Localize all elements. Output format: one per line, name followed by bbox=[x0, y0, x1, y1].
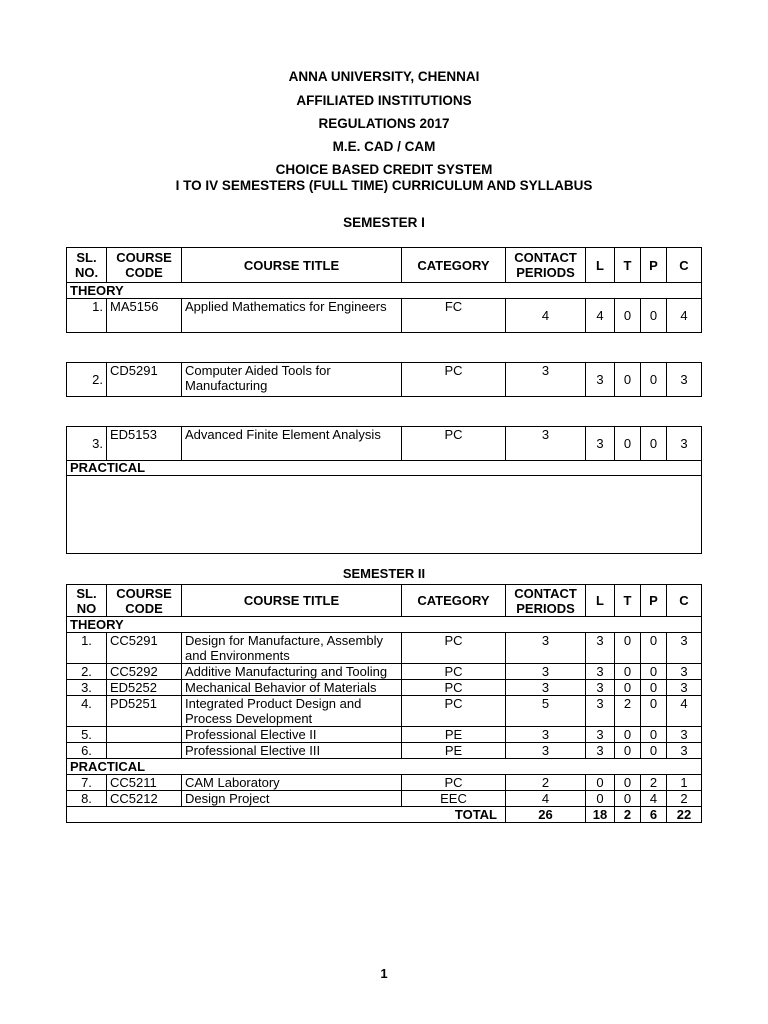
col-p: P bbox=[641, 585, 667, 617]
cell-t: 0 bbox=[615, 427, 641, 461]
cell-t: 0 bbox=[615, 633, 641, 664]
cell-p: 0 bbox=[641, 727, 667, 743]
cell-t: 0 bbox=[615, 299, 641, 333]
page-number: 1 bbox=[380, 966, 388, 981]
cell-p: 0 bbox=[641, 680, 667, 696]
table-row bbox=[67, 633, 702, 664]
table-row bbox=[67, 363, 702, 397]
cell-contact: 4 bbox=[506, 791, 586, 807]
cell-code: CC5292 bbox=[107, 664, 182, 680]
cell-p: 0 bbox=[641, 664, 667, 680]
table-row bbox=[67, 664, 702, 680]
cell-c: 1 bbox=[667, 775, 702, 791]
semester-1-table bbox=[66, 247, 702, 554]
section-row bbox=[67, 759, 702, 775]
cell-contact: 3 bbox=[506, 664, 586, 680]
cell-sl: 7. bbox=[67, 775, 107, 791]
cell-p: 0 bbox=[641, 696, 667, 727]
cell-l: 3 bbox=[586, 363, 615, 397]
col-t: T bbox=[615, 248, 641, 283]
cell-l: 0 bbox=[586, 775, 615, 791]
semester-1-title: SEMESTER I bbox=[343, 215, 425, 230]
col-contact-periods: CONTACT PERIODS bbox=[506, 585, 586, 617]
col-p: P bbox=[641, 248, 667, 283]
cell-t: 0 bbox=[615, 664, 641, 680]
cell-c: 4 bbox=[667, 299, 702, 333]
cell-title: CAM Laboratory bbox=[182, 775, 402, 791]
cell-sl: 4. bbox=[67, 696, 107, 727]
cell-category: PE bbox=[402, 743, 506, 759]
col-t: T bbox=[615, 585, 641, 617]
cell-l: 3 bbox=[586, 696, 615, 727]
cell-sl: 2. bbox=[67, 664, 107, 680]
total-l: 18 bbox=[586, 807, 615, 823]
col-course-title: COURSE TITLE bbox=[182, 585, 402, 617]
cell-code: CC5212 bbox=[107, 791, 182, 807]
col-sl-no: SL. NO. bbox=[67, 248, 107, 283]
cell-title: Design Project bbox=[182, 791, 402, 807]
cell-c: 2 bbox=[667, 791, 702, 807]
cell-code: CC5291 bbox=[107, 633, 182, 664]
cell-l: 3 bbox=[586, 427, 615, 461]
semester-2-table bbox=[66, 584, 702, 823]
cell-code: CC5211 bbox=[107, 775, 182, 791]
cell-c: 3 bbox=[667, 727, 702, 743]
cell-contact: 4 bbox=[506, 299, 586, 333]
cell-code bbox=[107, 727, 182, 743]
cell-p: 0 bbox=[641, 427, 667, 461]
table-row bbox=[67, 775, 702, 791]
cell-category: PC bbox=[402, 680, 506, 696]
cell-sl: 2. bbox=[67, 363, 107, 397]
cell-contact: 2 bbox=[506, 775, 586, 791]
cell-contact: 3 bbox=[506, 633, 586, 664]
cell-code: CD5291 bbox=[107, 363, 182, 397]
cell-category: FC bbox=[402, 299, 506, 333]
semester-2-title: SEMESTER II bbox=[342, 566, 426, 581]
cell-title: Mechanical Behavior of Materials bbox=[182, 680, 402, 696]
total-row bbox=[67, 807, 702, 823]
table-row bbox=[67, 680, 702, 696]
cell-c: 3 bbox=[667, 664, 702, 680]
col-c: C bbox=[667, 585, 702, 617]
cell-title: Integrated Product Design and Process Development bbox=[182, 696, 402, 727]
cell-l: 3 bbox=[586, 633, 615, 664]
regulations-title: REGULATIONS 2017 bbox=[318, 116, 450, 131]
cell-p: 0 bbox=[641, 633, 667, 664]
table-row bbox=[67, 727, 702, 743]
cell-title: Advanced Finite Element Analysis bbox=[182, 427, 402, 461]
cell-l: 3 bbox=[586, 680, 615, 696]
cell-title: Computer Aided Tools for Manufacturing bbox=[182, 363, 402, 397]
cell-c: 3 bbox=[667, 743, 702, 759]
table-row bbox=[67, 696, 702, 727]
cell-code: ED5252 bbox=[107, 680, 182, 696]
cell-l: 3 bbox=[586, 664, 615, 680]
col-category: CATEGORY bbox=[402, 248, 506, 283]
cell-code: PD5251 bbox=[107, 696, 182, 727]
cell-category: PC bbox=[402, 775, 506, 791]
cell-t: 0 bbox=[615, 743, 641, 759]
section-theory: THEORY bbox=[67, 283, 702, 299]
cell-category: PC bbox=[402, 633, 506, 664]
cell-title: Design for Manufacture, Assembly and Environments bbox=[182, 633, 402, 664]
table-header-row bbox=[67, 248, 702, 283]
institutions-title: AFFILIATED INSTITUTIONS bbox=[296, 93, 472, 108]
cell-sl: 1. bbox=[67, 633, 107, 664]
cell-category: PE bbox=[402, 727, 506, 743]
cell-category: PC bbox=[402, 427, 506, 461]
total-p: 6 bbox=[641, 807, 667, 823]
cell-sl: 5. bbox=[67, 727, 107, 743]
cell-t: 2 bbox=[615, 696, 641, 727]
cell-t: 0 bbox=[615, 680, 641, 696]
cell-sl: 1. bbox=[67, 299, 107, 333]
section-practical: PRACTICAL bbox=[67, 461, 702, 476]
total-c: 22 bbox=[667, 807, 702, 823]
cell-category: EEC bbox=[402, 791, 506, 807]
cell-sl: 3. bbox=[67, 680, 107, 696]
col-l: L bbox=[586, 248, 615, 283]
cell-contact: 3 bbox=[506, 727, 586, 743]
total-contact: 26 bbox=[506, 807, 586, 823]
cell-l: 3 bbox=[586, 727, 615, 743]
cell-l: 0 bbox=[586, 791, 615, 807]
table-header-row bbox=[67, 585, 702, 617]
cell-c: 3 bbox=[667, 427, 702, 461]
cell-code: MA5156 bbox=[107, 299, 182, 333]
section-theory: THEORY bbox=[67, 617, 702, 633]
cell-title: Professional Elective II bbox=[182, 727, 402, 743]
table-row bbox=[67, 299, 702, 333]
cell-p: 0 bbox=[641, 363, 667, 397]
cell-title: Additive Manufacturing and Tooling bbox=[182, 664, 402, 680]
cell-p: 0 bbox=[641, 299, 667, 333]
section-row bbox=[67, 283, 702, 299]
cell-category: PC bbox=[402, 696, 506, 727]
cell-contact: 3 bbox=[506, 427, 586, 461]
table-row bbox=[67, 791, 702, 807]
total-label: TOTAL bbox=[67, 807, 506, 823]
cell-p: 2 bbox=[641, 775, 667, 791]
col-category: CATEGORY bbox=[402, 585, 506, 617]
col-sl-no: SL. NO bbox=[67, 585, 107, 617]
cell-category: PC bbox=[402, 664, 506, 680]
col-c: C bbox=[667, 248, 702, 283]
cell-contact: 5 bbox=[506, 696, 586, 727]
cell-contact: 3 bbox=[506, 680, 586, 696]
cell-category: PC bbox=[402, 363, 506, 397]
table-row bbox=[67, 743, 702, 759]
cell-contact: 3 bbox=[506, 363, 586, 397]
cell-c: 3 bbox=[667, 680, 702, 696]
col-contact-periods: CONTACT PERIODS bbox=[506, 248, 586, 283]
cell-t: 0 bbox=[615, 363, 641, 397]
university-title: ANNA UNIVERSITY, CHENNAI bbox=[288, 69, 480, 84]
cell-p: 0 bbox=[641, 743, 667, 759]
cell-t: 0 bbox=[615, 775, 641, 791]
cell-contact: 3 bbox=[506, 743, 586, 759]
cell-code bbox=[107, 743, 182, 759]
cell-code: ED5153 bbox=[107, 427, 182, 461]
cell-l: 4 bbox=[586, 299, 615, 333]
table-row bbox=[67, 427, 702, 461]
cell-c: 3 bbox=[667, 363, 702, 397]
program-title: M.E. CAD / CAM bbox=[332, 139, 436, 154]
cell-l: 3 bbox=[586, 743, 615, 759]
col-course-title: COURSE TITLE bbox=[182, 248, 402, 283]
section-row bbox=[67, 617, 702, 633]
total-t: 2 bbox=[615, 807, 641, 823]
cell-title: Professional Elective III bbox=[182, 743, 402, 759]
cell-title: Applied Mathematics for Engineers bbox=[182, 299, 402, 333]
cell-t: 0 bbox=[615, 727, 641, 743]
col-l: L bbox=[586, 585, 615, 617]
curriculum-title: I TO IV SEMESTERS (FULL TIME) CURRICULUM AND SYLLABUS bbox=[175, 178, 593, 193]
cell-sl: 3. bbox=[67, 427, 107, 461]
system-title: CHOICE BASED CREDIT SYSTEM bbox=[275, 162, 493, 177]
col-course-code: COURSE CODE bbox=[107, 585, 182, 617]
section-row bbox=[67, 461, 702, 476]
cell-sl: 8. bbox=[67, 791, 107, 807]
cell-c: 3 bbox=[667, 633, 702, 664]
col-course-code: COURSE CODE bbox=[107, 248, 182, 283]
cell-c: 4 bbox=[667, 696, 702, 727]
cell-p: 4 bbox=[641, 791, 667, 807]
cell-sl: 6. bbox=[67, 743, 107, 759]
cell-t: 0 bbox=[615, 791, 641, 807]
section-practical: PRACTICAL bbox=[67, 759, 702, 775]
